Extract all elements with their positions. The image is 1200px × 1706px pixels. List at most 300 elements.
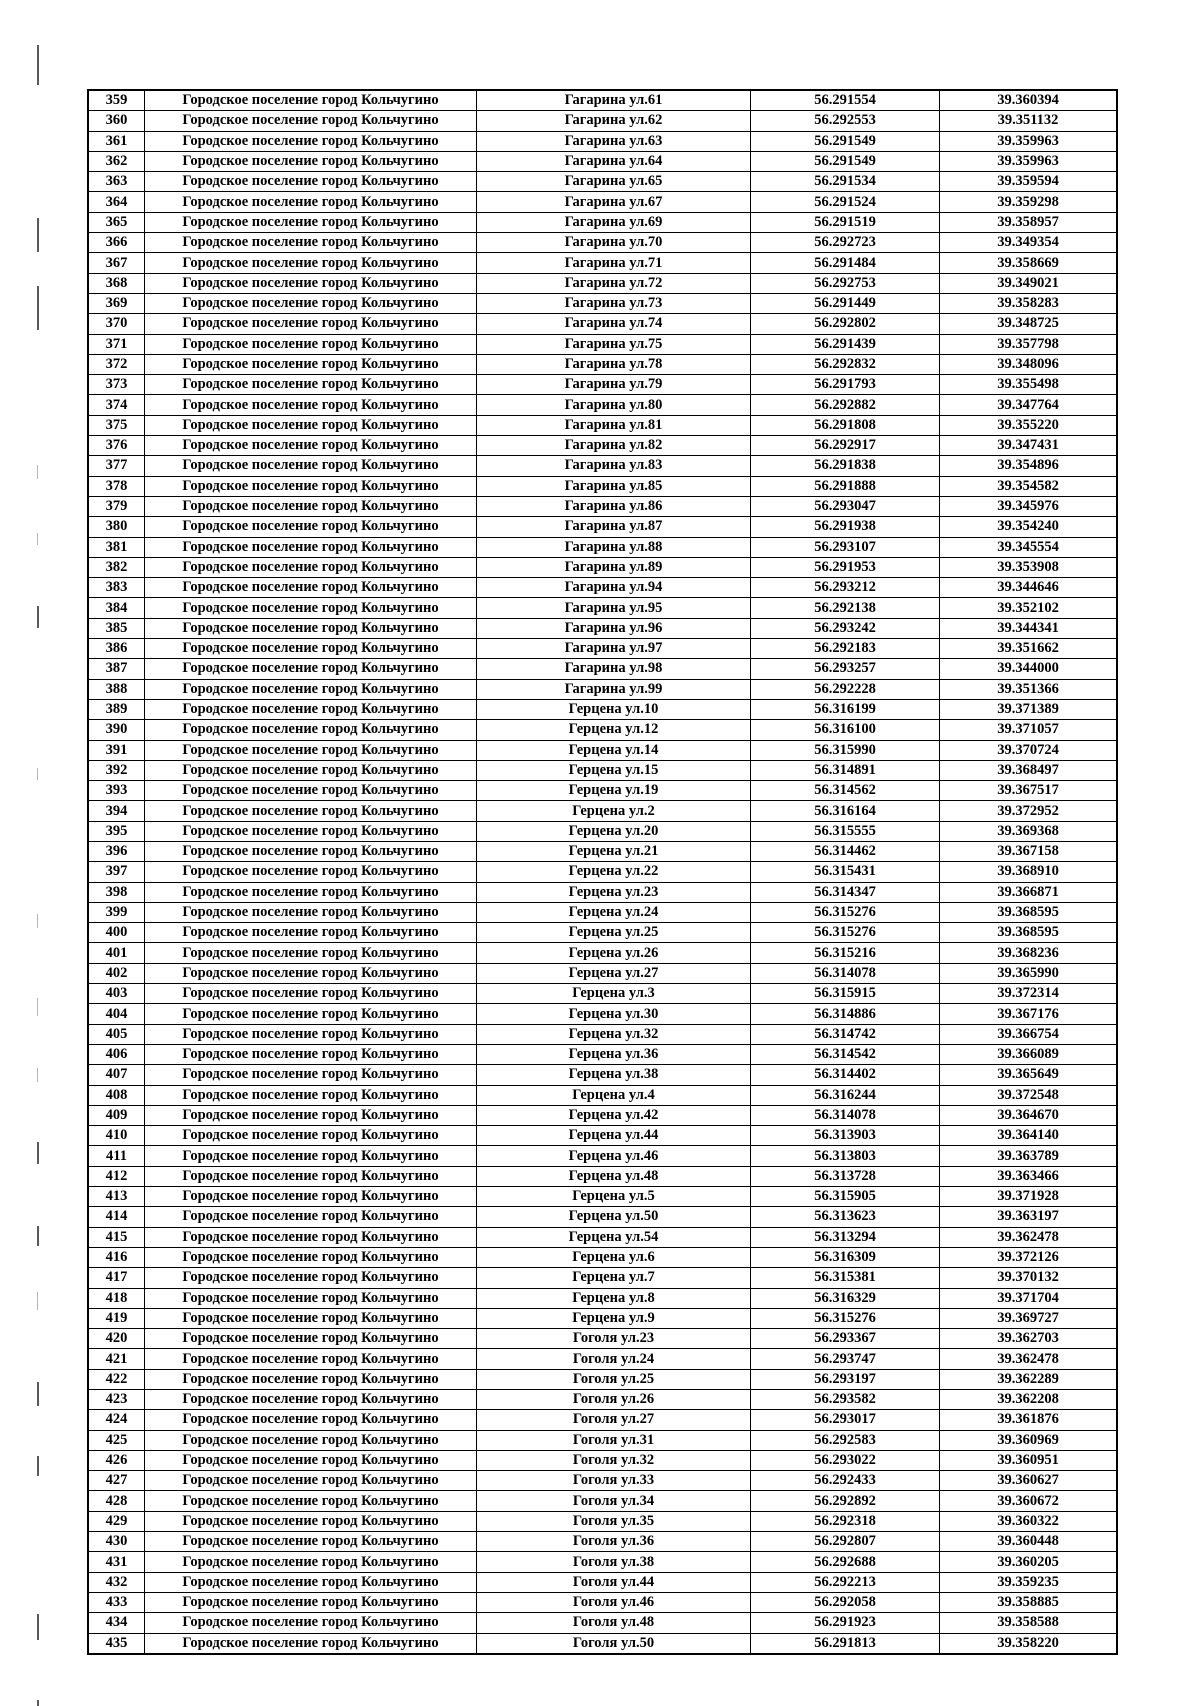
address-cell: Гагарина ул.87	[477, 517, 751, 537]
address-cell: Гагарина ул.98	[477, 659, 751, 679]
settlement-cell: Городское поселение город Кольчугино	[145, 1552, 477, 1572]
row-number-cell: 396	[88, 841, 145, 861]
address-cell: Гагарина ул.99	[477, 679, 751, 699]
row-number-cell: 415	[88, 1227, 145, 1247]
row-number-cell: 360	[88, 111, 145, 131]
longitude-cell: 39.348096	[940, 354, 1118, 374]
latitude-cell: 56.292688	[751, 1552, 940, 1572]
table-row	[88, 862, 1117, 882]
settlement-cell: Городское поселение город Кольчугино	[145, 1024, 477, 1044]
longitude-cell: 39.368595	[940, 923, 1118, 943]
row-number-cell: 379	[88, 496, 145, 516]
longitude-cell: 39.352102	[940, 598, 1118, 618]
latitude-cell: 56.291449	[751, 293, 940, 313]
longitude-cell: 39.351132	[940, 111, 1118, 131]
row-number-cell: 363	[88, 172, 145, 192]
address-cell: Герцена ул.26	[477, 943, 751, 963]
row-number-cell: 431	[88, 1552, 145, 1572]
settlement-cell: Городское поселение город Кольчугино	[145, 172, 477, 192]
longitude-cell: 39.362208	[940, 1390, 1118, 1410]
address-cell: Гагарина ул.78	[477, 354, 751, 374]
settlement-cell: Городское поселение город Кольчугино	[145, 1592, 477, 1612]
row-number-cell: 370	[88, 314, 145, 334]
settlement-cell: Городское поселение город Кольчугино	[145, 902, 477, 922]
row-number-cell: 426	[88, 1450, 145, 1470]
longitude-cell: 39.353908	[940, 557, 1118, 577]
latitude-cell: 56.292228	[751, 679, 940, 699]
address-cell: Гагарина ул.63	[477, 131, 751, 151]
latitude-cell: 56.291519	[751, 212, 940, 232]
address-cell: Гоголя ул.26	[477, 1390, 751, 1410]
table-row	[88, 1471, 1117, 1491]
address-cell: Герцена ул.24	[477, 902, 751, 922]
scan-mark	[37, 914, 38, 928]
address-cell: Гоголя ул.27	[477, 1410, 751, 1430]
latitude-cell: 56.315915	[751, 984, 940, 1004]
settlement-cell: Городское поселение город Кольчугино	[145, 1329, 477, 1349]
latitude-cell: 56.314078	[751, 1105, 940, 1125]
latitude-cell: 56.315216	[751, 943, 940, 963]
row-number-cell: 373	[88, 375, 145, 395]
address-cell: Гоголя ул.25	[477, 1369, 751, 1389]
address-cell: Гагарина ул.86	[477, 496, 751, 516]
table-row	[88, 1126, 1117, 1146]
longitude-cell: 39.365649	[940, 1065, 1118, 1085]
row-number-cell: 377	[88, 456, 145, 476]
table-row	[88, 395, 1117, 415]
latitude-cell: 56.316100	[751, 720, 940, 740]
settlement-cell: Городское поселение город Кольчугино	[145, 1004, 477, 1024]
address-cell: Гагарина ул.62	[477, 111, 751, 131]
latitude-cell: 56.291888	[751, 476, 940, 496]
table-row	[88, 659, 1117, 679]
longitude-cell: 39.351366	[940, 679, 1118, 699]
address-cell: Гагарина ул.85	[477, 476, 751, 496]
table-row	[88, 841, 1117, 861]
row-number-cell: 385	[88, 618, 145, 638]
table-row	[88, 415, 1117, 435]
latitude-cell: 56.293257	[751, 659, 940, 679]
row-number-cell: 400	[88, 923, 145, 943]
address-cell: Герцена ул.10	[477, 699, 751, 719]
latitude-cell: 56.315431	[751, 862, 940, 882]
row-number-cell: 421	[88, 1349, 145, 1369]
row-number-cell: 402	[88, 963, 145, 983]
longitude-cell: 39.367517	[940, 781, 1118, 801]
latitude-cell: 56.315555	[751, 821, 940, 841]
row-number-cell: 380	[88, 517, 145, 537]
row-number-cell: 383	[88, 578, 145, 598]
address-cell: Герцена ул.48	[477, 1166, 751, 1186]
settlement-cell: Городское поселение город Кольчугино	[145, 253, 477, 273]
scan-mark	[37, 1142, 39, 1164]
row-number-cell: 368	[88, 273, 145, 293]
address-cell: Гагарина ул.72	[477, 273, 751, 293]
row-number-cell: 423	[88, 1390, 145, 1410]
address-cell: Герцена ул.12	[477, 720, 751, 740]
settlement-cell: Городское поселение город Кольчугино	[145, 740, 477, 760]
longitude-cell: 39.363197	[940, 1207, 1118, 1227]
latitude-cell: 56.293197	[751, 1369, 940, 1389]
row-number-cell: 397	[88, 862, 145, 882]
address-cell: Гагарина ул.97	[477, 639, 751, 659]
settlement-cell: Городское поселение город Кольчугино	[145, 1369, 477, 1389]
settlement-cell: Городское поселение город Кольчугино	[145, 1613, 477, 1633]
latitude-cell: 56.316329	[751, 1288, 940, 1308]
address-cell: Гоголя ул.35	[477, 1511, 751, 1531]
settlement-cell: Городское поселение город Кольчугино	[145, 1044, 477, 1064]
scan-mark	[37, 218, 39, 252]
latitude-cell: 56.313728	[751, 1166, 940, 1186]
table-row	[88, 212, 1117, 232]
latitude-cell: 56.291938	[751, 517, 940, 537]
latitude-cell: 56.315990	[751, 740, 940, 760]
address-cell: Герцена ул.7	[477, 1268, 751, 1288]
table-row	[88, 1044, 1117, 1064]
table-row	[88, 90, 1117, 111]
row-number-cell: 414	[88, 1207, 145, 1227]
row-number-cell: 429	[88, 1511, 145, 1531]
settlement-cell: Городское поселение город Кольчугино	[145, 496, 477, 516]
scan-mark	[37, 1292, 38, 1310]
longitude-cell: 39.359298	[940, 192, 1118, 212]
longitude-cell: 39.358669	[940, 253, 1118, 273]
scan-mark	[37, 45, 39, 85]
settlement-cell: Городское поселение город Кольчугино	[145, 984, 477, 1004]
table-row	[88, 233, 1117, 253]
row-number-cell: 427	[88, 1471, 145, 1491]
row-number-cell: 394	[88, 801, 145, 821]
latitude-cell: 56.314462	[751, 841, 940, 861]
longitude-cell: 39.364670	[940, 1105, 1118, 1125]
longitude-cell: 39.367176	[940, 1004, 1118, 1024]
latitude-cell: 56.291549	[751, 131, 940, 151]
table-row	[88, 1004, 1117, 1024]
row-number-cell: 419	[88, 1308, 145, 1328]
table-row	[88, 1227, 1117, 1247]
table-row	[88, 1633, 1117, 1654]
table-row	[88, 923, 1117, 943]
longitude-cell: 39.366871	[940, 882, 1118, 902]
longitude-cell: 39.369727	[940, 1308, 1118, 1328]
address-cell: Герцена ул.54	[477, 1227, 751, 1247]
longitude-cell: 39.354896	[940, 456, 1118, 476]
table-row	[88, 902, 1117, 922]
row-number-cell: 433	[88, 1592, 145, 1612]
longitude-cell: 39.358957	[940, 212, 1118, 232]
address-cell: Гагарина ул.73	[477, 293, 751, 313]
table-row	[88, 1268, 1117, 1288]
latitude-cell: 56.314347	[751, 882, 940, 902]
scan-mark	[37, 1614, 39, 1640]
table-row	[88, 801, 1117, 821]
row-number-cell: 386	[88, 639, 145, 659]
address-cell: Герцена ул.30	[477, 1004, 751, 1024]
table-row	[88, 598, 1117, 618]
longitude-cell: 39.366754	[940, 1024, 1118, 1044]
table-row	[88, 314, 1117, 334]
latitude-cell: 56.315905	[751, 1187, 940, 1207]
table-row	[88, 963, 1117, 983]
latitude-cell: 56.314891	[751, 760, 940, 780]
table-row	[88, 639, 1117, 659]
address-cell: Гоголя ул.32	[477, 1450, 751, 1470]
row-number-cell: 413	[88, 1187, 145, 1207]
row-number-cell: 416	[88, 1247, 145, 1267]
table-row	[88, 172, 1117, 192]
table-row	[88, 1349, 1117, 1369]
settlement-cell: Городское поселение город Кольчугино	[145, 720, 477, 740]
table-row	[88, 253, 1117, 273]
address-cell: Гагарина ул.61	[477, 90, 751, 111]
settlement-cell: Городское поселение город Кольчугино	[145, 1268, 477, 1288]
row-number-cell: 403	[88, 984, 145, 1004]
settlement-cell: Городское поселение город Кольчугино	[145, 415, 477, 435]
latitude-cell: 56.293582	[751, 1390, 940, 1410]
latitude-cell: 56.292058	[751, 1592, 940, 1612]
row-number-cell: 378	[88, 476, 145, 496]
row-number-cell: 389	[88, 699, 145, 719]
settlement-cell: Городское поселение город Кольчугино	[145, 841, 477, 861]
settlement-cell: Городское поселение город Кольчугино	[145, 1349, 477, 1369]
settlement-cell: Городское поселение город Кольчугино	[145, 90, 477, 111]
settlement-cell: Городское поселение город Кольчугино	[145, 1450, 477, 1470]
longitude-cell: 39.366089	[940, 1044, 1118, 1064]
longitude-cell: 39.357798	[940, 334, 1118, 354]
row-number-cell: 432	[88, 1572, 145, 1592]
longitude-cell: 39.361876	[940, 1410, 1118, 1430]
longitude-cell: 39.349354	[940, 233, 1118, 253]
address-cell: Гагарина ул.64	[477, 151, 751, 171]
row-number-cell: 391	[88, 740, 145, 760]
latitude-cell: 56.293212	[751, 578, 940, 598]
longitude-cell: 39.355498	[940, 375, 1118, 395]
row-number-cell: 382	[88, 557, 145, 577]
table-row	[88, 1369, 1117, 1389]
longitude-cell: 39.360672	[940, 1491, 1118, 1511]
row-number-cell: 405	[88, 1024, 145, 1044]
row-number-cell: 369	[88, 293, 145, 313]
table-row	[88, 1187, 1117, 1207]
settlement-cell: Городское поселение город Кольчугино	[145, 1085, 477, 1105]
latitude-cell: 56.315276	[751, 902, 940, 922]
table-row	[88, 1024, 1117, 1044]
latitude-cell: 56.314078	[751, 963, 940, 983]
row-number-cell: 412	[88, 1166, 145, 1186]
settlement-cell: Городское поселение город Кольчугино	[145, 821, 477, 841]
address-cell: Герцена ул.20	[477, 821, 751, 841]
address-cell: Гагарина ул.74	[477, 314, 751, 334]
latitude-cell: 56.292183	[751, 639, 940, 659]
latitude-cell: 56.291484	[751, 253, 940, 273]
latitude-cell: 56.316309	[751, 1247, 940, 1267]
longitude-cell: 39.348725	[940, 314, 1118, 334]
settlement-cell: Городское поселение город Кольчугино	[145, 1166, 477, 1186]
latitude-cell: 56.313623	[751, 1207, 940, 1227]
latitude-cell: 56.313803	[751, 1146, 940, 1166]
longitude-cell: 39.368910	[940, 862, 1118, 882]
latitude-cell: 56.292832	[751, 354, 940, 374]
address-cell: Гагарина ул.80	[477, 395, 751, 415]
row-number-cell: 381	[88, 537, 145, 557]
latitude-cell: 56.292553	[751, 111, 940, 131]
settlement-cell: Городское поселение город Кольчугино	[145, 517, 477, 537]
latitude-cell: 56.293367	[751, 1329, 940, 1349]
address-cell: Гагарина ул.89	[477, 557, 751, 577]
latitude-cell: 56.292318	[751, 1511, 940, 1531]
table-row	[88, 1207, 1117, 1227]
address-cell: Гагарина ул.67	[477, 192, 751, 212]
table-row	[88, 293, 1117, 313]
settlement-cell: Городское поселение город Кольчугино	[145, 192, 477, 212]
longitude-cell: 39.370132	[940, 1268, 1118, 1288]
scan-mark	[37, 998, 38, 1016]
table-row	[88, 943, 1117, 963]
row-number-cell: 418	[88, 1288, 145, 1308]
row-number-cell: 428	[88, 1491, 145, 1511]
address-cell: Гагарина ул.94	[477, 578, 751, 598]
latitude-cell: 56.292433	[751, 1471, 940, 1491]
table-row	[88, 1552, 1117, 1572]
address-cell: Гагарина ул.79	[477, 375, 751, 395]
longitude-cell: 39.359963	[940, 131, 1118, 151]
address-cell: Гоголя ул.36	[477, 1532, 751, 1552]
latitude-cell: 56.291549	[751, 151, 940, 171]
row-number-cell: 424	[88, 1410, 145, 1430]
table-row	[88, 375, 1117, 395]
address-cell: Герцена ул.32	[477, 1024, 751, 1044]
latitude-cell: 56.291838	[751, 456, 940, 476]
table-row	[88, 1491, 1117, 1511]
settlement-cell: Городское поселение город Кольчугино	[145, 1471, 477, 1491]
latitude-cell: 56.314886	[751, 1004, 940, 1024]
row-number-cell: 422	[88, 1369, 145, 1389]
settlement-cell: Городское поселение город Кольчугино	[145, 1187, 477, 1207]
scan-mark	[37, 465, 38, 479]
table-row	[88, 151, 1117, 171]
longitude-cell: 39.371389	[940, 699, 1118, 719]
longitude-cell: 39.371057	[940, 720, 1118, 740]
settlement-cell: Городское поселение город Кольчугино	[145, 354, 477, 374]
settlement-cell: Городское поселение город Кольчугино	[145, 1207, 477, 1227]
latitude-cell: 56.315381	[751, 1268, 940, 1288]
settlement-cell: Городское поселение город Кольчугино	[145, 1288, 477, 1308]
settlement-cell: Городское поселение город Кольчугино	[145, 781, 477, 801]
latitude-cell: 56.293017	[751, 1410, 940, 1430]
longitude-cell: 39.355220	[940, 415, 1118, 435]
table-row	[88, 517, 1117, 537]
latitude-cell: 56.291793	[751, 375, 940, 395]
latitude-cell: 56.314542	[751, 1044, 940, 1064]
row-number-cell: 425	[88, 1430, 145, 1450]
settlement-cell: Городское поселение город Кольчугино	[145, 212, 477, 232]
address-cell: Герцена ул.25	[477, 923, 751, 943]
settlement-cell: Городское поселение город Кольчугино	[145, 639, 477, 659]
address-cell: Гагарина ул.83	[477, 456, 751, 476]
table-row	[88, 1410, 1117, 1430]
row-number-cell: 417	[88, 1268, 145, 1288]
row-number-cell: 407	[88, 1065, 145, 1085]
settlement-cell: Городское поселение город Кольчугино	[145, 1390, 477, 1410]
settlement-cell: Городское поселение город Кольчугино	[145, 111, 477, 131]
longitude-cell: 39.360627	[940, 1471, 1118, 1491]
longitude-cell: 39.354582	[940, 476, 1118, 496]
settlement-cell: Городское поселение город Кольчугино	[145, 314, 477, 334]
address-cell: Герцена ул.21	[477, 841, 751, 861]
settlement-cell: Городское поселение город Кольчугино	[145, 131, 477, 151]
scan-mark	[37, 768, 38, 780]
row-number-cell: 401	[88, 943, 145, 963]
longitude-cell: 39.347764	[940, 395, 1118, 415]
address-cell: Герцена ул.44	[477, 1126, 751, 1146]
table-row	[88, 1613, 1117, 1633]
settlement-cell: Городское поселение город Кольчугино	[145, 943, 477, 963]
latitude-cell: 56.293107	[751, 537, 940, 557]
latitude-cell: 56.291953	[751, 557, 940, 577]
latitude-cell: 56.292753	[751, 273, 940, 293]
address-cell: Герцена ул.46	[477, 1146, 751, 1166]
scan-mark	[37, 1226, 39, 1246]
latitude-cell: 56.315276	[751, 1308, 940, 1328]
latitude-cell: 56.292892	[751, 1491, 940, 1511]
address-cell: Герцена ул.38	[477, 1065, 751, 1085]
settlement-cell: Городское поселение город Кольчугино	[145, 1065, 477, 1085]
row-number-cell: 384	[88, 598, 145, 618]
row-number-cell: 375	[88, 415, 145, 435]
settlement-cell: Городское поселение город Кольчугино	[145, 801, 477, 821]
longitude-cell: 39.372126	[940, 1247, 1118, 1267]
latitude-cell: 56.293747	[751, 1349, 940, 1369]
latitude-cell: 56.292213	[751, 1572, 940, 1592]
settlement-cell: Городское поселение город Кольчугино	[145, 1126, 477, 1146]
settlement-cell: Городское поселение город Кольчугино	[145, 578, 477, 598]
table-row	[88, 456, 1117, 476]
longitude-cell: 39.358588	[940, 1613, 1118, 1633]
table-row	[88, 1592, 1117, 1612]
longitude-cell: 39.368595	[940, 902, 1118, 922]
longitude-cell: 39.368236	[940, 943, 1118, 963]
latitude-cell: 56.292917	[751, 436, 940, 456]
latitude-cell: 56.314742	[751, 1024, 940, 1044]
table-row	[88, 578, 1117, 598]
row-number-cell: 388	[88, 679, 145, 699]
longitude-cell: 39.360448	[940, 1532, 1118, 1552]
settlement-cell: Городское поселение город Кольчугино	[145, 1491, 477, 1511]
address-cell: Герцена ул.9	[477, 1308, 751, 1328]
row-number-cell: 409	[88, 1105, 145, 1125]
table-row	[88, 720, 1117, 740]
row-number-cell: 430	[88, 1532, 145, 1552]
table-row	[88, 354, 1117, 374]
longitude-cell: 39.362703	[940, 1329, 1118, 1349]
settlement-cell: Городское поселение город Кольчугино	[145, 456, 477, 476]
longitude-cell: 39.363466	[940, 1166, 1118, 1186]
address-cell: Гоголя ул.48	[477, 1613, 751, 1633]
table-row	[88, 131, 1117, 151]
table-row	[88, 984, 1117, 1004]
address-cell: Гагарина ул.88	[477, 537, 751, 557]
row-number-cell: 411	[88, 1146, 145, 1166]
table-row	[88, 1166, 1117, 1186]
latitude-cell: 56.292802	[751, 314, 940, 334]
latitude-cell: 56.293047	[751, 496, 940, 516]
longitude-cell: 39.367158	[940, 841, 1118, 861]
settlement-cell: Городское поселение город Кольчугино	[145, 476, 477, 496]
settlement-cell: Городское поселение город Кольчугино	[145, 1532, 477, 1552]
latitude-cell: 56.291534	[751, 172, 940, 192]
table-row	[88, 1105, 1117, 1125]
table-row	[88, 821, 1117, 841]
